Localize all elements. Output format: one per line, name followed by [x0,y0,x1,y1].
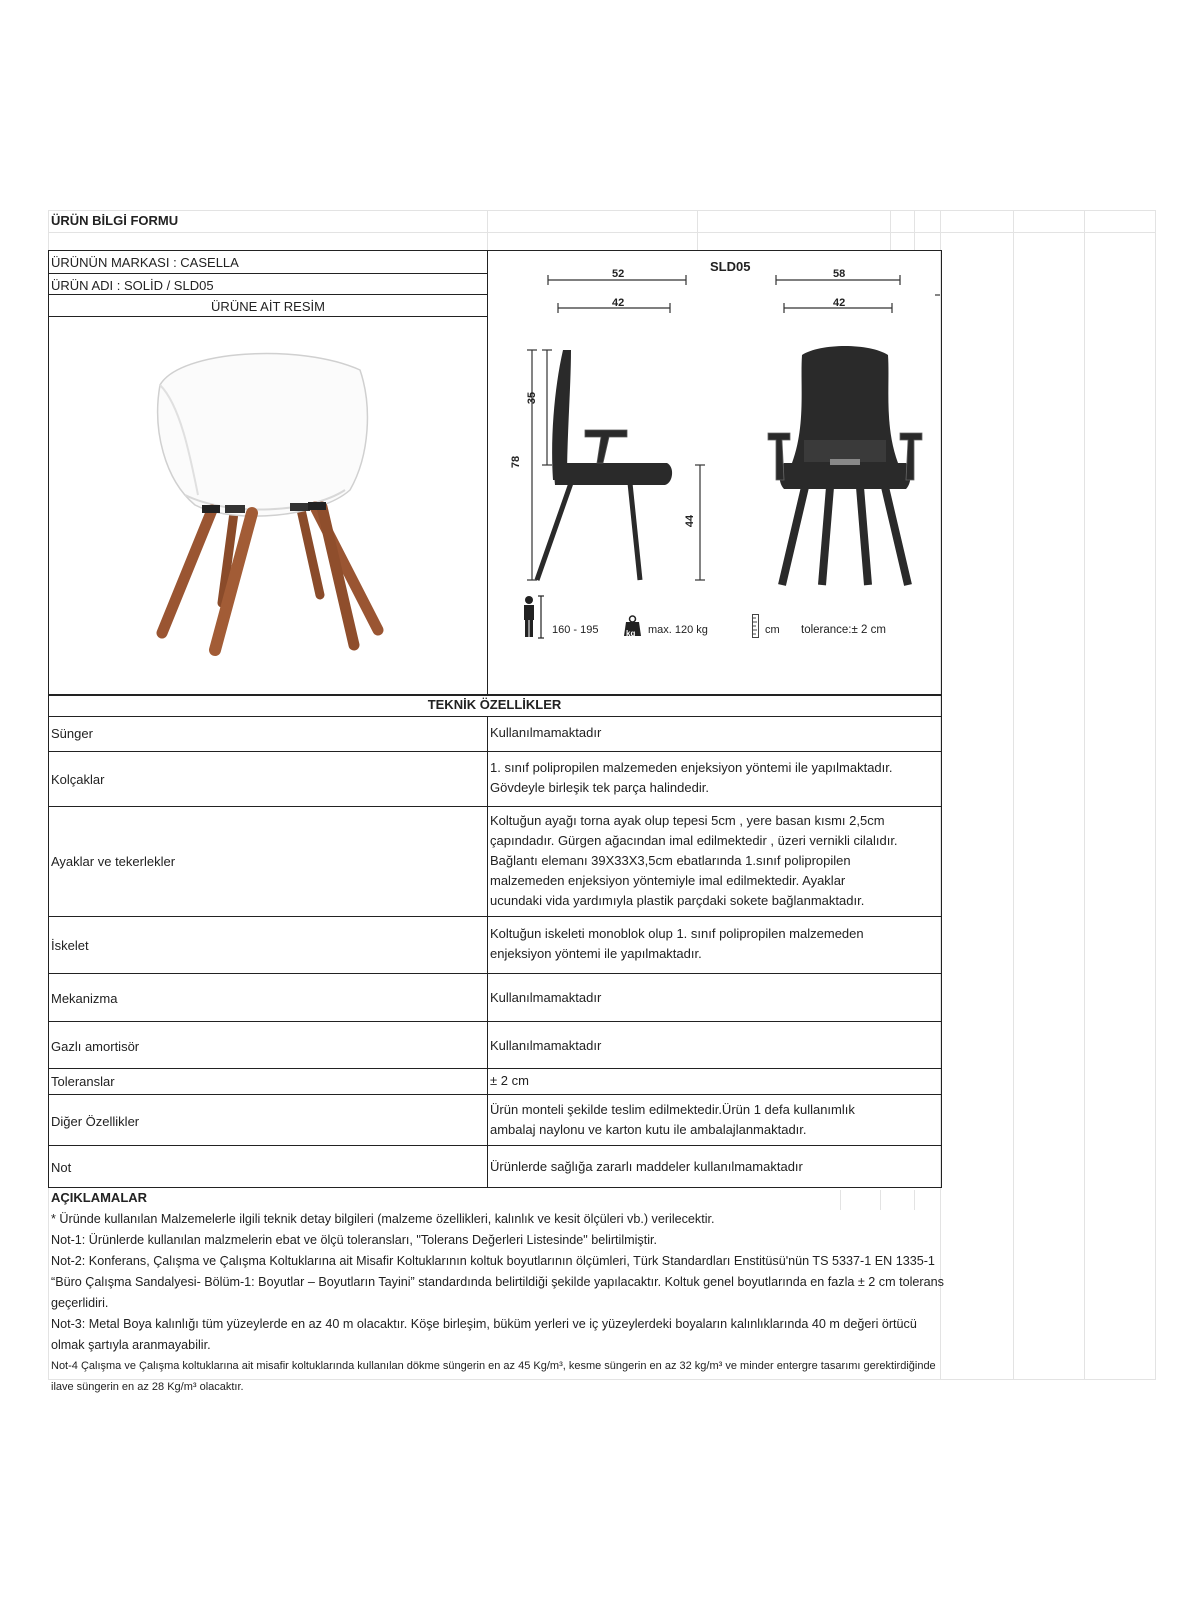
note-1: Not-1: Ürünlerde kullanılan malzmelerin ebat ve ölçü toleransları, "Tolerans Değerleri Listesinde" belirtilmiştir. [51,1233,658,1247]
spec-label-kolcaklar: Kolçaklar [51,772,105,787]
spec-label-gazli-amortisor: Gazlı amortisör [51,1039,140,1054]
side-backrest [552,350,571,480]
grid-line [1013,210,1014,1380]
header-row-line [48,273,488,274]
leg-connector [308,502,326,510]
grid-line [880,1190,881,1210]
front-bracket [830,459,860,465]
dimension-label: 42 [612,297,625,309]
max-weight: max. 120 kg [648,624,708,636]
spec-label-diger: Diğer Özellikler [51,1114,140,1129]
spec-value-gazli-amortisor: Kullanılmamaktadır [490,1038,602,1053]
chair-shell [158,354,368,517]
spec-row-line [48,1068,942,1069]
note-3: Not-3: Metal Boya kalınlığı tüm yüzeylerde en az 40 m olacaktır. Köşe birleşim, büküm yerleri ve iç yüzeylerdeki boyaların kalınlıklarında 40 m değeri örtücü olmak şartıyla aranmayabilir. [51,1317,917,1352]
dimension-label: 42 [833,297,846,309]
grid-line [914,1190,915,1210]
front-leg [885,487,908,585]
weight-icon-label: kg [626,629,636,638]
spec-label-iskelet: İskelet [51,938,89,953]
leg-connector [225,505,245,513]
note-2: Not-2: Konferans, Çalışma ve Çalışma Koltuklarına ait Misafir Koltuklarının koltuk boyutlarının ölçümleri, Türk Standardları Enstitüsü'nün TS 5337-1 EN 1335-1 “Büro Çalışma Sandalyesi- Bölüm-1: Boyutlar – Boyutların Tayini” standardında belirtildiği şekilde yapılacaktır. Koltuk genel boyutlarında en fazla ± 2 cm tolerans geçerlidiri. [51,1254,944,1310]
spec-row-line [48,916,942,917]
dimension-label: 44 [684,514,697,528]
chair-leg [162,510,212,633]
front-backrest-panel [804,440,886,462]
width-dimension-lines [540,270,940,315]
grid-line [48,210,1156,211]
front-leg [822,487,830,585]
side-armrest [585,430,627,463]
grid-line [1084,210,1085,1380]
dimension-label: 78 [510,455,523,469]
ruler-icon [752,614,760,638]
dimension-label: 58 [833,268,846,280]
person-height-range: 160 - 195 [552,624,599,636]
spec-table-title: TEKNİK ÖZELLİKLER [427,697,562,712]
product-name-label: ÜRÜN ADI : SOLİD / SLD05 [51,278,214,293]
grid-line [487,210,488,250]
form-title: ÜRÜN BİLGİ FORMU [51,213,179,228]
leg-connector [202,505,220,513]
spec-row-line [48,1021,942,1022]
brand-label: ÜRÜNÜN MARKASI : CASELLA [51,255,239,270]
front-view-drawing [760,345,930,590]
header-row-line [48,316,488,317]
spec-row-line [48,751,942,752]
front-seat [780,463,911,489]
tolerance-label: tolerance:± 2 cm [801,624,886,636]
spec-row-line [48,806,942,807]
spec-value-kolcaklar: 1. sınıf polipropilen malzemeden enjeksiyon yöntemi ile yapılmaktadır. Gövdeyle birleşik tek parça halindedir. [490,760,893,795]
spec-row-line [48,973,942,974]
product-photo-chair [140,345,400,655]
spec-value-sunger: Kullanılmamaktadır [490,725,602,740]
person-icon [521,595,547,640]
side-view-drawing [505,345,695,590]
front-leg [860,487,868,585]
spec-label-toleranslar: Toleranslar [51,1074,115,1089]
header-row-line [48,294,488,295]
spec-value-ayaklar: Koltuğun ayağı torna ayak olup tepesi 5cm , yere basan kısmı 2,5cm çapındadır. Gürgen ağacından imal edilmektedir , üzeri vernikli cilalıdır. Bağlantı elemanı 39X33X3,5cm ebatlarında 1.sınıf polipropilen malzemeden enjeksiyon yöntemiyle imal edilmektedir. Ayaklar ucundaki vida yardımıyla plastik parçdaki sokete bağlanmaktadır. [490,813,898,908]
spec-value-diger: Ürün monteli şekilde teslim edilmektedir.Ürün 1 defa kullanımlık ambalaj naylonu ve karton kutu ile ambalajlanmaktadır. [490,1102,855,1137]
grid-line [1155,210,1156,1380]
spec-row-line [48,1145,942,1146]
grid-line [840,1190,841,1210]
front-leg [782,487,805,585]
grid-line [48,232,1156,233]
spec-label-not: Not [51,1160,72,1175]
spec-value-mekanizma: Kullanılmamaktadır [490,990,602,1005]
spec-row-line [48,716,942,717]
side-leg [630,483,640,580]
dimension-label: 52 [612,268,625,280]
spec-label-sunger: Sünger [51,726,93,741]
spec-label-ayaklar: Ayaklar ve tekerlekler [51,854,176,869]
leg-connector [290,503,310,511]
image-caption: ÜRÜNE AİT RESİM [211,299,325,314]
notes-title: AÇIKLAMALAR [51,1190,148,1205]
note-general: * Üründe kullanılan Malzemelerle ilgili teknik detay bilgileri (malzeme özellikleri, kalınlık ve kesit ölçüleri vb.) verilecektir. [51,1212,715,1226]
note-4: Not-4 Çalışma ve Çalışma koltuklarına ait misafir koltuklarında kullanılan dökme süngerin en az 45 Kg/m³, kesme süngerin en az 32 kg/m³ ve minder entergre tasarımı gerektirdiğinde ilave süngerin en az 28 Kg/m³ olacaktır. [51,1360,936,1393]
spec-value-toleranslar: ± 2 cm [490,1073,529,1088]
dimension-label: 35 [526,391,539,405]
spec-value-iskelet: Koltuğun iskeleti monoblok olup 1. sınıf polipropilen malzemeden enjeksiyon yöntemi ile yapılmaktadır. [490,926,864,961]
side-seat [553,463,672,485]
grid-line [697,210,698,250]
spec-col-divider [487,716,488,1188]
spec-label-mekanizma: Mekanizma [51,991,118,1006]
spec-row-line [48,1094,942,1095]
side-leg [537,483,571,580]
model-code: SLD05 [710,259,751,274]
spec-value-not: Ürünlerde sağlığa zararlı maddeler kullanılmamaktadır [490,1159,803,1174]
grid-line [914,210,915,250]
grid-line [890,210,891,250]
unit-label: cm [765,624,780,636]
